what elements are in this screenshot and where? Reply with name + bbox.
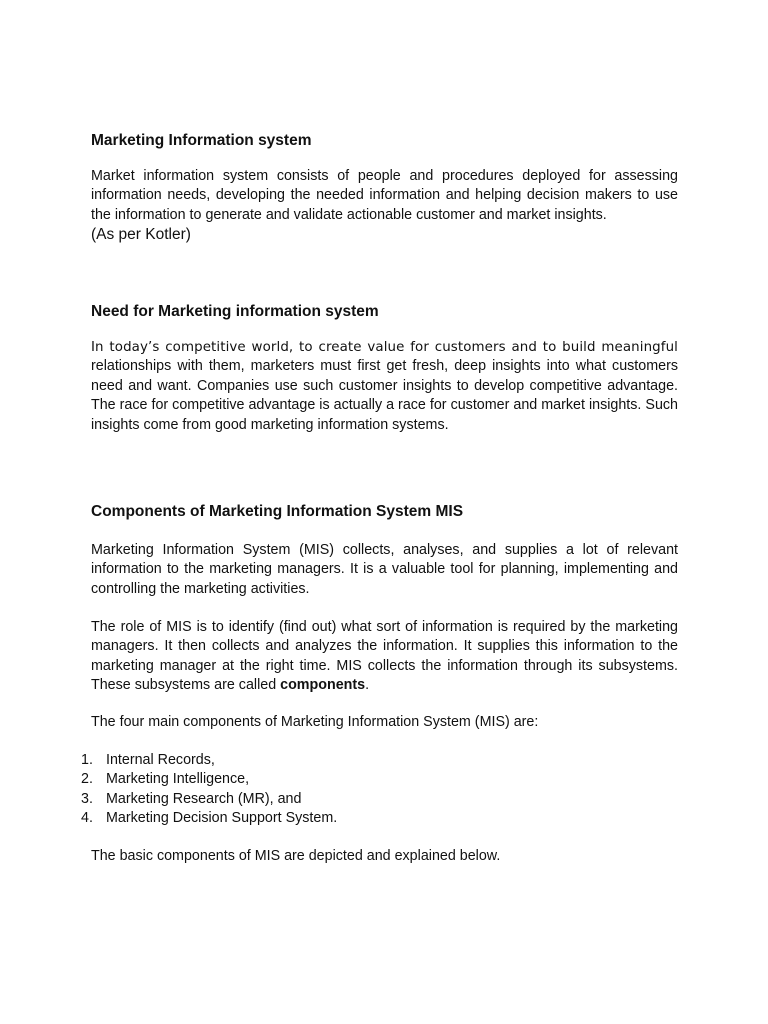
list-item [81, 751, 668, 770]
section-mis [91, 131, 678, 151]
need-paragraph [91, 338, 678, 435]
components-list [81, 751, 668, 829]
list-item-text: Marketing Intelligence, [106, 771, 250, 788]
list-item-number: 4. [81, 810, 93, 827]
components-para-2-end: . [365, 677, 370, 694]
components-para-2 [91, 618, 678, 696]
components-para-1-text: Marketing Information System (MIS) collects, analyses, and supplies a lot of relevant information to the marketing managers. It is a valuable tool for planning, implementing and controlling the marketing activities. [91, 542, 678, 597]
kotler-reference: (As per Kotler) [91, 226, 191, 244]
list-item-text: Marketing Decision Support System. [106, 810, 338, 827]
section-title-components: Components of Marketing Information System MIS [91, 503, 464, 520]
mis-definition-text: Market information system consists of people and procedures deployed for assessing information needs, developing the needed information and helping decision makers to use the information to generate and validate actionable customer and market insights. [91, 168, 678, 223]
section-title-need: Need for Marketing information system [91, 303, 379, 320]
components-closing-text: The basic components of MIS are depicted and explained below. [91, 848, 501, 864]
list-item [81, 809, 668, 828]
mis-definition [91, 167, 678, 245]
components-closing [91, 847, 678, 866]
list-item [81, 790, 668, 809]
components-para-2-text [91, 618, 678, 696]
need-paragraph-text [91, 338, 678, 435]
list-item-text: Marketing Research (MR), and [106, 790, 302, 807]
components-para-2-body: The role of MIS is to identify (find out) what sort of information is required by the marketing managers. It then collects and analyzes the information. It supplies this information to the marketing manager at the right time. MIS collects the information through its subsystems. These subsystems are called [91, 619, 678, 694]
components-bold-term: components [280, 677, 366, 694]
section-title-mis: Marketing Information system [91, 132, 312, 149]
need-paragraph-rest: relationships with them, marketers must first get fresh, deep insights into what customers need and want. Companies use such customer insights to develop competitive advantage. The race for competitive advantage is actually a race for customer and market insights. Such insights come from good marketing information systems. [91, 358, 678, 433]
list-item-number: 3. [81, 790, 93, 807]
components-ordered-list [81, 751, 668, 829]
components-intro-text: The four main components of Marketing Information System (MIS) are: [91, 714, 539, 730]
components-intro [91, 713, 678, 732]
section-components [91, 502, 678, 522]
list-item-number: 2. [81, 771, 93, 788]
section-need [91, 302, 678, 322]
list-item-text: Internal Records, [106, 752, 215, 768]
components-para-1 [91, 541, 678, 599]
need-first-line: In today’s competitive world, to create value for customers and to build meaningful [91, 340, 678, 355]
list-item-number: 1. [81, 752, 93, 768]
list-item [81, 770, 668, 789]
